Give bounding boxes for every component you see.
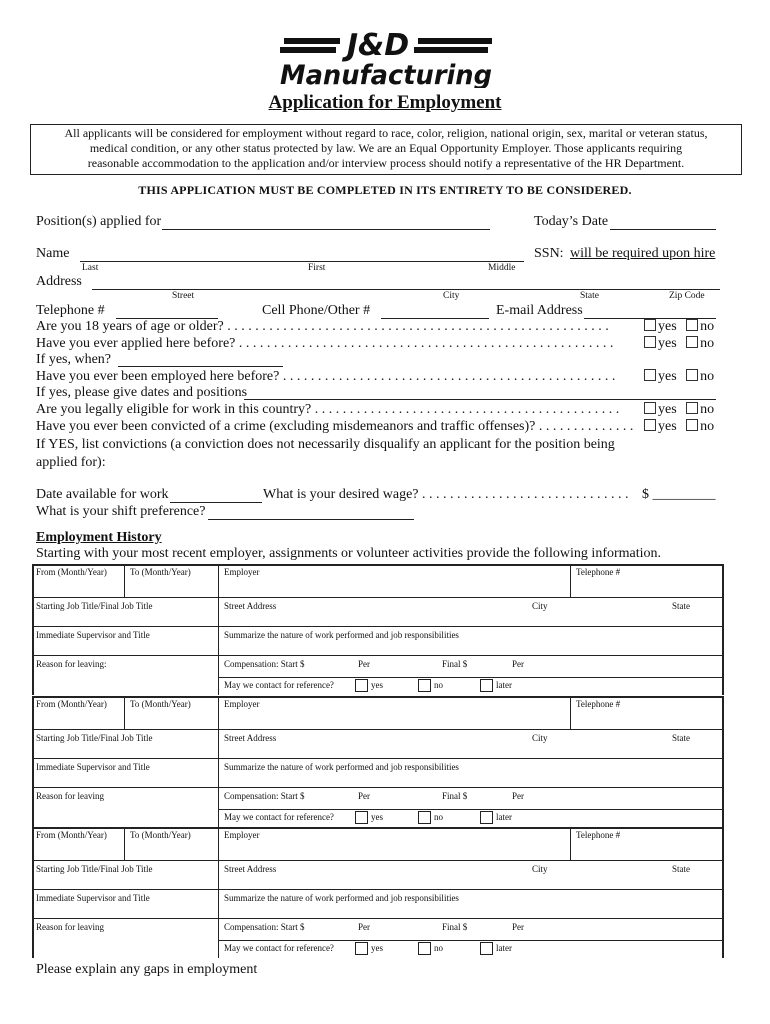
job3-contact-yes-checkbox[interactable] bbox=[355, 942, 368, 955]
job2-date-divider bbox=[124, 696, 125, 729]
job3-state-label: State bbox=[672, 864, 690, 874]
job2-contact-no-checkbox[interactable] bbox=[418, 811, 431, 824]
question-applied-before: Have you ever applied here before? . . . . . . . . . . . . . . . . . . . . . . . . . . . . . . . . . . . . . . . . . . . . . . . . . . . . . . bbox=[36, 336, 614, 351]
convicted-no-checkbox[interactable] bbox=[686, 419, 698, 431]
job1-compensation-label: Compensation: Start $ bbox=[224, 659, 305, 669]
q18-no-checkbox[interactable] bbox=[686, 319, 698, 331]
name-first-caption: First bbox=[308, 263, 326, 273]
position-label: Position(s) applied for bbox=[36, 214, 162, 229]
eeo-notice bbox=[30, 124, 742, 175]
q18-options bbox=[644, 319, 714, 335]
job2-final-label: Final $ bbox=[442, 791, 468, 801]
address-label: Address bbox=[36, 274, 82, 289]
telephone-label: Telephone # bbox=[36, 303, 105, 318]
job3-phone-divider bbox=[570, 827, 571, 860]
job1-row-divider bbox=[32, 597, 722, 598]
job3-contact-no-checkbox[interactable] bbox=[418, 942, 431, 955]
job2-employer-label: Employer bbox=[224, 699, 260, 709]
question-convicted: Have you ever been convicted of a crime (excluding misdemeanors and traffic offenses)? . . . . . . . . . . . . . . bbox=[36, 419, 634, 434]
job3-center-divider bbox=[218, 827, 219, 958]
job1-top-border bbox=[32, 564, 722, 566]
logo-text-jd: J&D bbox=[346, 28, 410, 63]
job1-row-divider bbox=[218, 677, 722, 678]
job1-right-border bbox=[722, 564, 724, 695]
employment-history-heading: Employment History bbox=[36, 530, 162, 545]
job1-reason-label: Reason for leaving: bbox=[36, 659, 107, 669]
job1-final-per-label: Per bbox=[512, 659, 524, 669]
notice-line-1: All applicants will be considered for employment without regard to race, color, religion, national origin, sex, marital or veteran status, bbox=[64, 126, 708, 140]
name-last-caption: Last bbox=[82, 263, 99, 273]
address-city-caption: City bbox=[443, 291, 460, 301]
convicted-no-label: no bbox=[700, 419, 715, 434]
eligible-no-checkbox[interactable] bbox=[686, 402, 698, 414]
eligible-yes-label: yes bbox=[658, 402, 677, 417]
q18-yes-checkbox[interactable] bbox=[644, 319, 656, 331]
job2-contact-yes-label: yes bbox=[371, 812, 383, 822]
job3-row-divider bbox=[32, 918, 722, 919]
job1-contact-yes-label: yes bbox=[371, 680, 383, 690]
question-employed-before: Have you ever been employed here before? . . . . . . . . . . . . . . . . . . . . . . . . . . . . . . . . . . . . . . . . . . . . . . . . bbox=[36, 369, 616, 384]
job3-contact-label: May we contact for reference? bbox=[224, 943, 334, 953]
job3-telephone-label: Telephone # bbox=[576, 830, 621, 840]
job2-row-divider bbox=[32, 729, 722, 730]
job3-left-border bbox=[32, 827, 34, 958]
gaps-label: Please explain any gaps in employment bbox=[36, 962, 258, 977]
if-yes-when-label: If yes, when? bbox=[36, 352, 112, 367]
job2-telephone-label: Telephone # bbox=[576, 699, 621, 709]
job1-center-divider bbox=[218, 564, 219, 695]
job1-telephone-label: Telephone # bbox=[576, 567, 621, 577]
job3-final-per-label: Per bbox=[512, 922, 524, 932]
convicted-yes-checkbox[interactable] bbox=[644, 419, 656, 431]
employed-no-label: no bbox=[700, 369, 715, 384]
q18-yes-label: yes bbox=[658, 319, 677, 334]
job3-job-title-label: Starting Job Title/Final Job Title bbox=[36, 864, 153, 874]
job3-summary-label: Summarize the nature of work performed and job responsibilities bbox=[224, 893, 459, 903]
cell-phone-label: Cell Phone/Other # bbox=[262, 303, 371, 318]
job1-left-border bbox=[32, 564, 34, 695]
job1-supervisor-label: Immediate Supervisor and Title bbox=[36, 630, 150, 640]
job1-phone-divider bbox=[570, 564, 571, 597]
applied-yes-label: yes bbox=[658, 336, 677, 351]
job2-contact-later-checkbox[interactable] bbox=[480, 811, 493, 824]
job1-job-title-label: Starting Job Title/Final Job Title bbox=[36, 601, 153, 611]
todays-date-label: Today’s Date bbox=[534, 214, 609, 229]
job1-date-divider bbox=[124, 564, 125, 597]
job1-row-divider bbox=[32, 626, 722, 627]
ssn-value: will be required upon hire bbox=[570, 246, 716, 261]
job3-row-divider bbox=[32, 889, 722, 890]
job1-contact-no-label: no bbox=[434, 680, 443, 690]
address-state-caption: State bbox=[580, 291, 599, 301]
address-zip-caption: Zip Code bbox=[669, 291, 705, 301]
job2-row-divider bbox=[32, 787, 722, 788]
job3-row-divider bbox=[218, 940, 722, 941]
address-line[interactable] bbox=[92, 289, 720, 290]
notice-line-2: medical condition, or any other status protected by law. We are an Equal Opportunity Employer. Those applicants requiring bbox=[89, 141, 683, 155]
convicted-yes-label: yes bbox=[658, 419, 677, 434]
page-title: Application for Employment bbox=[268, 92, 502, 113]
job2-city-label: City bbox=[532, 733, 548, 743]
job2-contact-no-label: no bbox=[434, 812, 443, 822]
job2-top-border bbox=[32, 696, 722, 698]
job1-contact-later-label: later bbox=[496, 680, 512, 690]
dates-positions-label: If yes, please give dates and positions bbox=[36, 385, 248, 400]
job3-street-label: Street Address bbox=[224, 864, 277, 874]
dates-positions-line[interactable] bbox=[244, 399, 716, 400]
job3-date-divider bbox=[124, 827, 125, 860]
job2-right-border bbox=[722, 696, 724, 827]
question-18-or-older: Are you 18 years of age or older? . . . . . . . . . . . . . . . . . . . . . . . . . . . . . . . . . . . . . . . . . . . . . . . . . . . . . . . bbox=[36, 319, 609, 334]
job2-supervisor-label: Immediate Supervisor and Title bbox=[36, 762, 150, 772]
list-convictions-line-2: applied for): bbox=[36, 455, 106, 470]
name-line[interactable] bbox=[80, 261, 524, 262]
list-convictions-line-1: If YES, list convictions (a conviction does not necessarily disqualify an applicant for the position being bbox=[36, 437, 615, 452]
job2-center-divider bbox=[218, 696, 219, 827]
job2-left-border bbox=[32, 696, 34, 827]
job1-employer-label: Employer bbox=[224, 567, 260, 577]
company-logo bbox=[278, 28, 496, 88]
job2-job-title-label: Starting Job Title/Final Job Title bbox=[36, 733, 153, 743]
job2-from-label: From (Month/Year) bbox=[36, 699, 107, 709]
job3-supervisor-label: Immediate Supervisor and Title bbox=[36, 893, 150, 903]
job2-street-label: Street Address bbox=[224, 733, 277, 743]
date-available-label: Date available for work bbox=[36, 487, 169, 502]
job1-row-divider bbox=[32, 655, 722, 656]
desired-wage-field[interactable]: $ _________ bbox=[642, 487, 716, 502]
date-available-line[interactable] bbox=[170, 502, 262, 503]
job2-start-per-label: Per bbox=[358, 791, 370, 801]
job3-contact-later-label: later bbox=[496, 943, 512, 953]
job1-from-label: From (Month/Year) bbox=[36, 567, 107, 577]
eligible-no-label: no bbox=[700, 402, 715, 417]
job3-city-label: City bbox=[532, 864, 548, 874]
eligible-options bbox=[644, 402, 714, 418]
employed-yes-label: yes bbox=[658, 369, 677, 384]
job1-start-per-label: Per bbox=[358, 659, 370, 669]
job3-final-label: Final $ bbox=[442, 922, 468, 932]
applied-yes-checkbox[interactable] bbox=[644, 336, 656, 348]
notice-line-3: reasonable accommodation to the application and/or interview process should notify a representative of the HR Department. bbox=[87, 156, 685, 170]
job3-compensation-label: Compensation: Start $ bbox=[224, 922, 305, 932]
applied-options bbox=[644, 336, 714, 352]
employed-yes-checkbox[interactable] bbox=[644, 369, 656, 381]
job2-to-label: To (Month/Year) bbox=[130, 699, 191, 709]
logo-graphic bbox=[278, 28, 496, 88]
job3-contact-later-checkbox[interactable] bbox=[480, 942, 493, 955]
job1-summary-label: Summarize the nature of work performed and job responsibilities bbox=[224, 630, 459, 640]
job3-right-border bbox=[722, 827, 724, 958]
question-legally-eligible: Are you legally eligible for work in this country? . . . . . . . . . . . . . . . . . . . . . . . . . . . . . . . . . . . . . . . . . . . . bbox=[36, 402, 620, 417]
q18-no-label: no bbox=[700, 319, 715, 334]
job2-final-per-label: Per bbox=[512, 791, 524, 801]
eligible-yes-checkbox[interactable] bbox=[644, 402, 656, 414]
job1-city-label: City bbox=[532, 601, 548, 611]
convicted-options bbox=[644, 419, 714, 435]
job2-summary-label: Summarize the nature of work performed and job responsibilities bbox=[224, 762, 459, 772]
job1-contact-label: May we contact for reference? bbox=[224, 680, 334, 690]
job2-reason-label: Reason for leaving bbox=[36, 791, 104, 801]
job2-contact-label: May we contact for reference? bbox=[224, 812, 334, 822]
employed-options bbox=[644, 369, 714, 385]
job3-from-label: From (Month/Year) bbox=[36, 830, 107, 840]
name-middle-caption: Middle bbox=[488, 263, 516, 273]
ssn-label: SSN: bbox=[534, 246, 564, 261]
applied-no-checkbox[interactable] bbox=[686, 336, 698, 348]
position-line[interactable] bbox=[162, 229, 490, 230]
logo-text-manufacturing: Manufacturing bbox=[280, 60, 492, 88]
employed-no-checkbox[interactable] bbox=[686, 369, 698, 381]
job1-contact-no-checkbox[interactable] bbox=[418, 679, 431, 692]
job2-row-divider bbox=[32, 758, 722, 759]
job1-street-label: Street Address bbox=[224, 601, 277, 611]
name-label: Name bbox=[36, 246, 70, 261]
job2-phone-divider bbox=[570, 696, 571, 729]
job3-start-per-label: Per bbox=[358, 922, 370, 932]
shift-preference-label: What is your shift preference? bbox=[36, 504, 206, 519]
desired-wage-label: What is your desired wage? . . . . . . . . . . . . . . . . . . . . . . . . . . . . . . bbox=[263, 487, 629, 502]
job3-contact-no-label: no bbox=[434, 943, 443, 953]
job2-state-label: State bbox=[672, 733, 690, 743]
employment-intro: Starting with your most recent employer, assignments or volunteer activities provide the following information. bbox=[36, 546, 662, 561]
job3-contact-yes-label: yes bbox=[371, 943, 383, 953]
job2-row-divider bbox=[218, 809, 722, 810]
email-label: E-mail Address bbox=[496, 303, 583, 318]
address-street-caption: Street bbox=[172, 291, 195, 301]
job2-compensation-label: Compensation: Start $ bbox=[224, 791, 305, 801]
job3-to-label: To (Month/Year) bbox=[130, 830, 191, 840]
job3-top-border bbox=[32, 827, 722, 829]
job3-reason-label: Reason for leaving bbox=[36, 922, 104, 932]
job1-final-label: Final $ bbox=[442, 659, 468, 669]
shift-preference-line[interactable] bbox=[208, 519, 414, 520]
applied-no-label: no bbox=[700, 336, 715, 351]
todays-date-line[interactable] bbox=[610, 229, 716, 230]
job1-contact-later-checkbox[interactable] bbox=[480, 679, 493, 692]
job2-contact-later-label: later bbox=[496, 812, 512, 822]
job1-contact-yes-checkbox[interactable] bbox=[355, 679, 368, 692]
job3-employer-label: Employer bbox=[224, 830, 260, 840]
job3-row-divider bbox=[32, 860, 722, 861]
job2-contact-yes-checkbox[interactable] bbox=[355, 811, 368, 824]
must-complete-notice: THIS APPLICATION MUST BE COMPLETED IN ITS ENTIRETY TO BE CONSIDERED. bbox=[138, 183, 632, 197]
job1-state-label: State bbox=[672, 601, 690, 611]
if-yes-when-line[interactable] bbox=[118, 366, 283, 367]
job1-to-label: To (Month/Year) bbox=[130, 567, 191, 577]
